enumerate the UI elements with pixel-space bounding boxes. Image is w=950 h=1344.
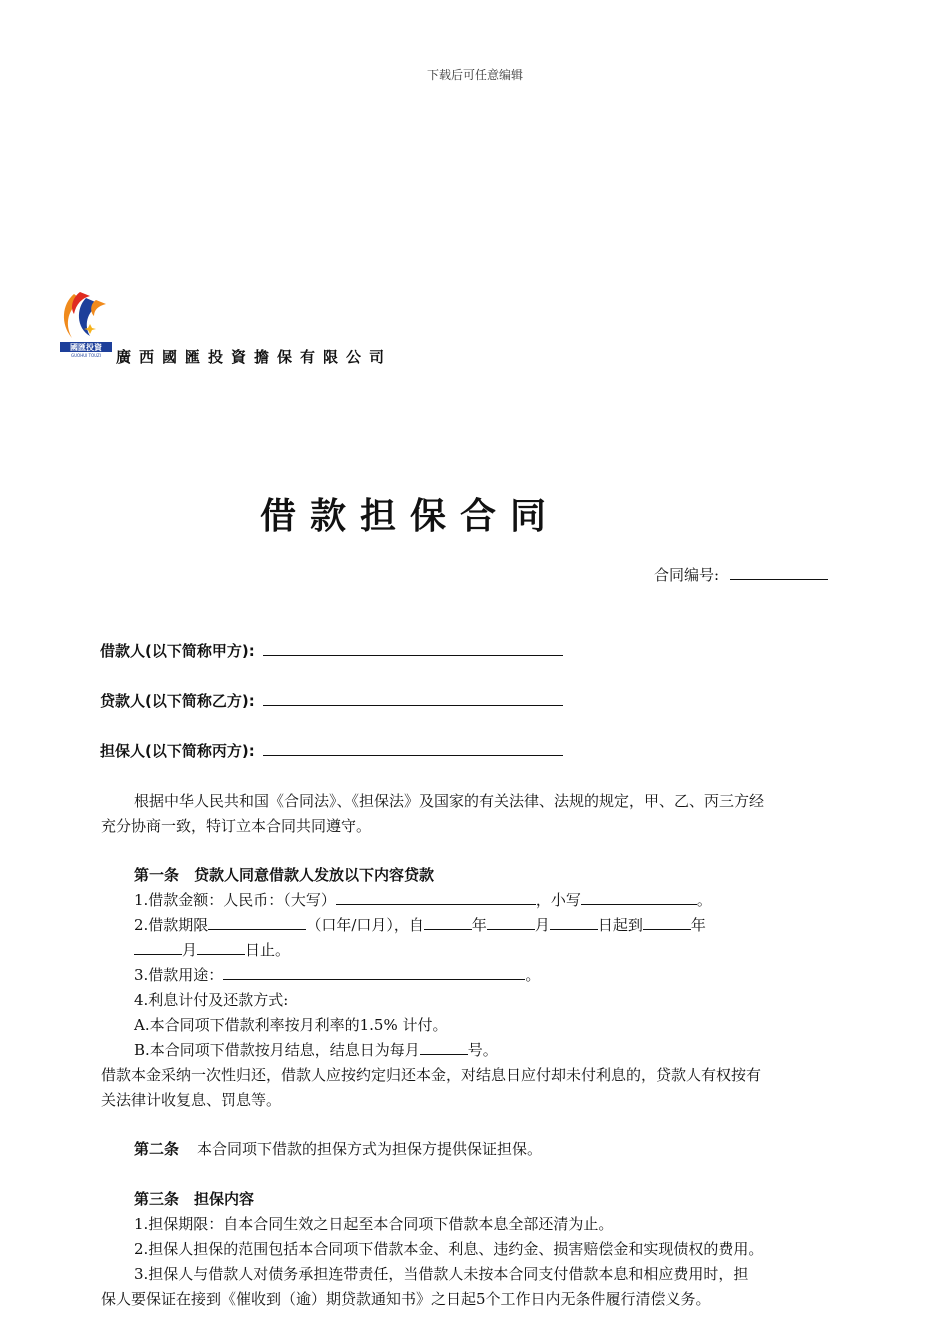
header-note: 下载后可任意编辑 [426, 68, 523, 82]
amount-words-field[interactable] [336, 890, 536, 905]
end-year-field[interactable] [643, 915, 691, 930]
purpose-field[interactable] [223, 965, 525, 980]
party-borrower [100, 640, 563, 661]
amount-figures-field[interactable] [581, 890, 697, 905]
party-field[interactable] [263, 691, 563, 706]
guarantee-item: 3.担保人与借款人对债务承担连带责任，当借款人未按本合同支付借款本息和相应费用时，担 [134, 1265, 749, 1283]
intro-line: 根据中华人民共和国《合同法》、《担保法》及国家的有关法律、法规的规定，甲、乙、丙三方经 [134, 792, 765, 810]
svg-text:國匯投資: 國匯投資 [70, 343, 102, 352]
principal-note: 关法律计收复息、罚息等。 [101, 1091, 282, 1109]
contract-number [654, 564, 828, 585]
article-1-heading: 第一条 贷款人同意借款人发放以下内容贷款 [134, 866, 435, 884]
interest-title: 4.利息计付及还款方式: [134, 991, 289, 1009]
party-label: 贷款人(以下简称乙方): [100, 692, 255, 710]
guarantee-item: 保人要保证在接到《催收到（逾）期贷款通知书》之日起5个工作日内无条件履行清偿义务。 [101, 1290, 711, 1308]
loan-term-line: 2.借款期限 （口年/口月），自 年 月 日起到 年 [134, 916, 706, 934]
interest-item-a: A.本合同项下借款利率按月利率的1.5% 计付。 [134, 1016, 448, 1034]
page-title: 借款担保合同 [259, 496, 560, 537]
article-2-heading: 第二条 [134, 1140, 180, 1158]
party-guarantor [100, 740, 563, 761]
start-month-field[interactable] [487, 915, 535, 930]
loan-amount-line: 1.借款金额：人民币：（大写） ，小写 。 [134, 891, 712, 909]
principal-note: 借款本金采纳一次性归还，借款人应按约定归还本金，对结息日应付却未付利息的，贷款人有权按有 [101, 1066, 762, 1084]
company-name: 廣西國匯投資擔保有限公司 [116, 348, 393, 366]
start-day-field[interactable] [550, 915, 598, 930]
contract-number-label: 合同编号: [654, 566, 720, 584]
term-field[interactable] [208, 915, 306, 930]
party-label: 借款人(以下简称甲方): [100, 642, 255, 660]
company-logo [60, 290, 112, 358]
article-2 [134, 1138, 542, 1159]
party-field[interactable] [263, 741, 563, 756]
loan-purpose-line: 3.借款用途： 。 [134, 966, 541, 984]
end-month-field[interactable] [134, 940, 182, 955]
article-2-text: 本合同项下借款的担保方式为担保方提供保证担保。 [197, 1140, 543, 1158]
guarantee-item: 2.担保人担保的范围包括本合同项下借款本金、利息、违约金、损害赔偿金和实现债权的费用。 [134, 1240, 764, 1258]
party-label: 担保人(以下简称丙方): [100, 742, 255, 760]
party-field[interactable] [263, 641, 563, 656]
loan-term-line-2: 月 日止。 [134, 939, 290, 960]
svg-text:GUOHUI TOUZI: GUOHUI TOUZI [71, 353, 101, 358]
article-3-heading: 第三条 担保内容 [134, 1190, 255, 1208]
intro-line: 充分协商一致，特订立本合同共同遵守。 [101, 817, 372, 835]
start-year-field[interactable] [424, 915, 472, 930]
guarantee-item: 1.担保期限：自本合同生效之日起至本合同项下借款本息全部还清为止。 [134, 1215, 614, 1233]
end-day-field[interactable] [197, 940, 245, 955]
party-lender [100, 690, 563, 711]
contract-number-field[interactable] [730, 565, 828, 580]
interest-item-b: B.本合同项下借款按月结息，结息日为每月 号。 [134, 1041, 498, 1059]
settlement-day-field[interactable] [420, 1040, 468, 1055]
